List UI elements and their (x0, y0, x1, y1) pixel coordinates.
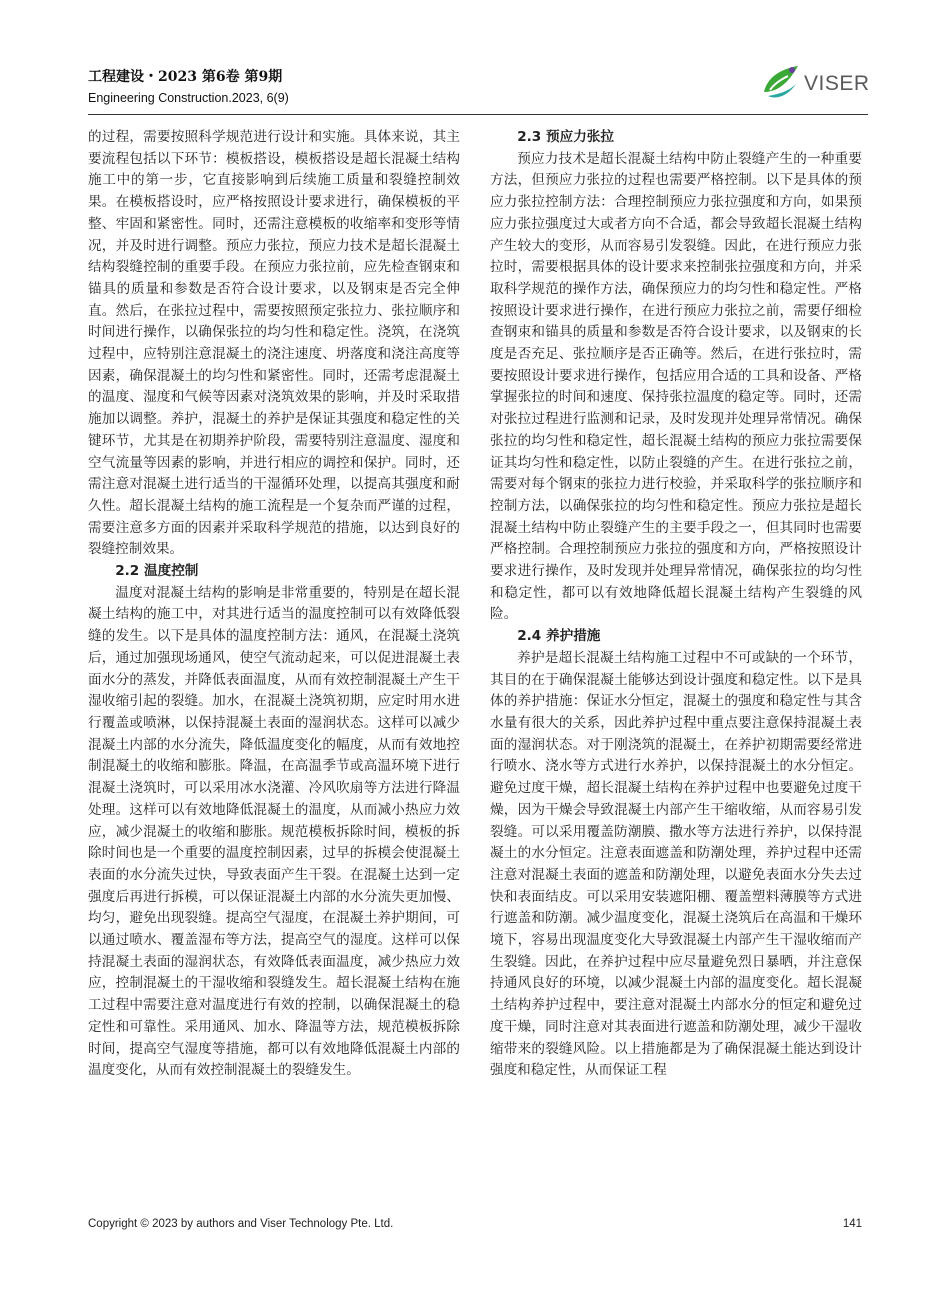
paragraph-curing-measures: 养护是超长混凝土结构施工过程中不可或缺的一个环节，其目的在于确保混凝土能够达到设计强度和稳定性。以下是具体的养护措施：保证水分恒定，混凝土的强度和稳定性与其含水量有很大的关系，因此养护过程中重点要注意保持混凝土表面的湿润状态。对于刚浇筑的混凝土，在养护初期需要经常进行喷水、浇水等方式进行水养护，以保持混凝土的水分恒定。避免过度干燥，超长混凝土结构在养护过程中也要避免过度干燥，因为干燥会导致混凝土内部产生干缩收缩，从而容易引发裂缝。可以采用覆盖防潮膜、撒水等方法进行养护，以保持混凝土的水分恒定。注意表面遮盖和防潮处理，养护过程中还需注意对混凝土表面的遮盖和防潮处理，以避免表面水分失去过快和表面结皮。可以采用安装遮阳棚、覆盖塑料薄膜等方式进行遮盖和防潮。减少温度变化，混凝土浇筑后在高温和干燥环境下，容易出现温度变化大导致混凝土内部产生干湿收缩而产生裂缝。因此，在养护过程中应尽量避免烈日暴晒，并注意保持通风良好的环境，以减少混凝土内部的温度变化。超长混凝土结构养护过程中，要注意对混凝土内部水分的恒定和避免过度干燥，同时注意对其表面进行遮盖和防潮处理，减少干湿收缩带来的裂缝风险。以上措施都是为了确保混凝土能达到设计强度和稳定性，从而保证工程 (490, 649, 862, 1079)
journal-title-en: Engineering Construction.2023, 6(9) (88, 91, 289, 105)
viser-leaf-icon (758, 62, 802, 104)
page-number: 141 (842, 1218, 862, 1230)
section-heading-2-4: 2.4 养护措施 (517, 628, 601, 645)
section-heading-2-2: 2.2 温度控制 (115, 563, 199, 580)
right-column (490, 127, 862, 1082)
journal-title-cn: 工程建设・2023 第6卷 第9期 (88, 69, 283, 85)
section-heading-2-3: 2.3 预应力张拉 (517, 129, 614, 145)
paragraph-prestress-tension: 预应力技术是超长混凝土结构中防止裂缝产生的一种重要方法，但预应力张拉的过程也需要严格控制。以下是具体的预应力张拉控制方法：合理控制预应力张拉强度和方向，如果预应力张拉强度过大或者方向不合适，都会导致超长混凝土结构产生较大的变形，从而容易引发裂缝。因此，在进行预应力张拉时，需要根据具体的设计要求来控制张拉强度和方向，并采取科学规范的操作方法，确保预应力的均匀性和稳定性。严格按照设计要求进行操作，在进行预应力张拉之前，需要仔细检查钢束和锚具的质量和参数是否符合设计要求，以及钢束的长度是否充足、张拉顺序是否正确等。然后，在进行张拉时，需要按照设计要求进行操作，包括应用合适的工具和设备、严格掌握张拉的时间和速度、保持张拉温度的稳定等。同时，还需对张拉过程进行监测和记录，及时发现并处理异常情况。确保张拉的均匀性和稳定性，超长混凝土结构的预应力张拉需要保证其均匀性和稳定性，以防止裂缝的产生。在进行张拉之前，需要对每个钢束的张拉力进行校验，并采取科学的张拉顺序和控制方法，以确保张拉的均匀性和稳定性。预应力张拉是超长混凝土结构中防止裂缝产生的主要手段之一，但其同时也需要严格控制。合理控制预应力张拉的强度和方向，严格按照设计要求进行操作，及时发现并处理异常情况，确保张拉的均匀性和稳定性，都可以有效地降低超长混凝土结构产生裂缝的风险。 (490, 150, 862, 623)
paragraph-construction-flow: 的过程，需要按照科学规范进行设计和实施。具体来说，其主要流程包括以下环节：模板搭设，模板搭设是超长混凝土结构施工中的第一步，它直接影响到后续施工质量和裂缝控制效果。在模板搭设时，应严格按照设计要求进行，确保模板的平整、牢固和紧密性。同时，还需注意模板的收缩率和变形等情况，并及时进行调整。预应力张拉，预应力技术是超长混凝土结构裂缝控制的重要手段。在预应力张拉前，应先检查钢束和锚具的质量和参数是否符合设计要求，以及钢束是否完全伸直。然后，在张拉过程中，需要按照预定张拉力、张拉顺序和时间进行操作，以确保张拉的均匀性和稳定性。浇筑，在浇筑过程中，应特别注意混凝土的浇注速度、坍落度和浇注高度等因素，确保混凝土的均匀性和紧密性。同时，还需考虑混凝土的温度、湿度和气候等因素对浇筑效果的影响，并及时采取措施加以调整。养护，混凝土的养护是保证其强度和稳定性的关键环节，尤其是在初期养护阶段，需要特别注意温度、湿度和空气流量等因素的影响，并进行相应的调控和保护。同时，还需注意对混凝土进行适当的干湿循环处理，以提高其强度和耐久性。超长混凝土结构的施工流程是一个复杂而严谨的过程，需要注意多方面的因素并采取科学规范的措施，以达到良好的裂缝控制效果。 (88, 129, 460, 558)
viser-logo (758, 62, 868, 104)
left-column (88, 127, 460, 1082)
header-divider (88, 114, 868, 115)
viser-logo-text: VISER (804, 72, 870, 95)
paragraph-temperature-control: 温度对混凝土结构的影响是非常重要的，特别是在超长混凝土结构的施工中，对其进行适当的温度控制可以有效降低裂缝的发生。以下是具体的温度控制方法：通风，在混凝土浇筑后，通过加强现场通风，使空气流动起来，可以促进混凝土表面水分的蒸发，并降低表面温度，从而有效控制混凝土产生干湿收缩引起的裂缝。加水，在混凝土浇筑初期，应定时用水进行覆盖或喷淋，以保持混凝土表面的湿润状态。这样可以减少混凝土内部的水分流失，降低温度变化的幅度，从而有效地控制混凝土的收缩和膨胀。降温，在高温季节或高温环境下进行混凝土浇筑时，可以采用冰水浇灌、冷风吹扇等方法进行降温处理。这样可以有效地降低混凝土的温度，从而减小热应力效应，减少混凝土的收缩和膨胀。规范模板拆除时间，模板的拆除时间也是一个重要的温度控制因素，过早的拆模会使混凝土表面的水分流失过快，导致表面产生干裂。在混凝土达到一定强度后再进行拆模，可以保证混凝土内部的水分流失更加慢、均匀，避免出现裂缝。提高空气湿度，在混凝土养护期间，可以通过喷水、覆盖湿布等方法，提高空气的湿度。这样可以保持混凝土表面的湿润状态，有效降低表面温度，减少热应力效应，控制混凝土的干湿收缩和裂缝发生。超长混凝土结构在施工过程中需要注意对温度进行有效的控制，以确保混凝土的稳定性和可靠性。采用通风、加水、降温等方法，规范模板拆除时间，提高空气湿度等措施，都可以有效地降低混凝土内部的温度变化，从而有效控制混凝土的裂缝发生。 (88, 584, 460, 1079)
page-header (88, 62, 868, 114)
copyright-notice: Copyright © 2023 by authors and Viser Technology Pte. Ltd. (88, 1218, 394, 1230)
